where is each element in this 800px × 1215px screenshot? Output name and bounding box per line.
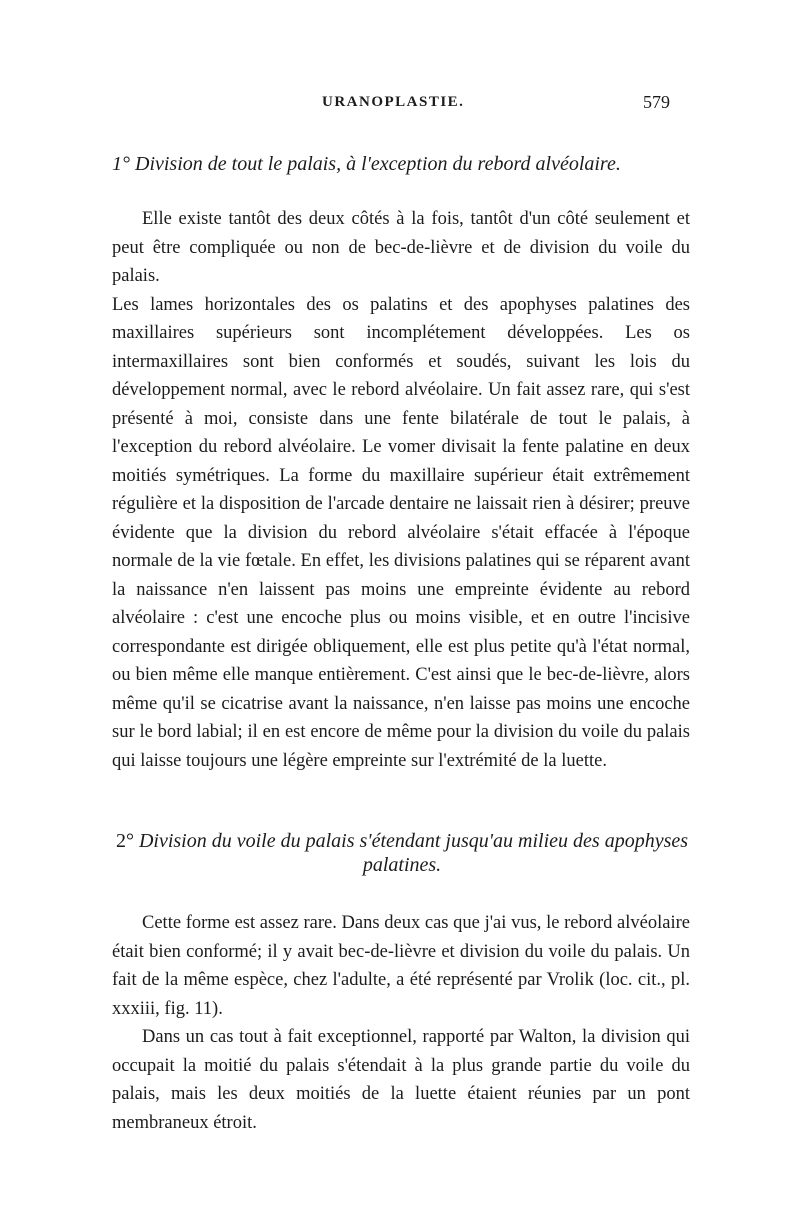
paragraph: Elle existe tantôt des deux côtés à la fois, tantôt d'un côté seulement et peut être compliquée ou non de bec-de-lièvre et de division du voile du palais. bbox=[112, 209, 690, 286]
section-2-title: Division du voile du palais s'étendant jusqu'au milieu des apophyses palatines. bbox=[138, 830, 689, 876]
section-2-number: 2° bbox=[115, 830, 134, 852]
section-2-body bbox=[112, 909, 690, 1137]
page-number: 579 bbox=[643, 92, 670, 112]
section-1-body bbox=[112, 205, 690, 775]
paragraph: Dans un cas tout à fait exceptionnel, rapporté par Walton, la division qui occupait la moitié du palais s'étendait à la plus grande partie du voile du palais, mais les deux moitiés de la luette étaient réunies par un pont membraneux étroit. bbox=[112, 1027, 690, 1133]
running-head bbox=[0, 90, 800, 120]
section-1-heading: 1° Division de tout le palais, à l'exception du rebord alvéolaire. bbox=[112, 153, 621, 175]
paragraph: Les lames horizontales des os palatins et des apophyses palatines des maxillaires supérieurs sont incomplétement développées. Les os intermaxillaires sont bien conformés et soudés, suivant les lois du développement normal, avec le rebord alvéolaire. Un fait assez rare, qui s'est présenté à moi, consiste dans une fente bilatérale de tout le palais, à l'exception du rebord alvéolaire. Le vomer divisait la fente palatine en deux moitiés symétriques. La forme du maxillaire supérieur était extrêmement régulière et la disposition de l'arcade dentaire ne laissait rien à désirer; preuve évidente que la division du rebord alvéolaire s'était effacée à l'époque normale de la vie fœtale. En effet, les divisions palatines qui se réparent avant la naissance n'en laissent pas moins une empreinte évidente au rebord alvéolaire : c'est une encoche plus ou moins visible, et en outre l'incisive correspondante est dirigée obliquement, elle est plus petite qu'à l'état normal, ou bien même elle manque entièrement. C'est ainsi que le bec-de-lièvre, alors même qu'il se cicatrise avant la naissance, n'en laisse pas moins une encoche sur le bord labial; il en est encore de même pour la division du voile du palais qui laisse toujours une légère empreinte sur l'extrémité de la luette. bbox=[112, 294, 690, 771]
paragraph: Cette forme est assez rare. Dans deux cas que j'ai vus, le rebord alvéolaire était bien conformé; il y avait bec-de-lièvre et division du voile du palais. Un fait de la même espèce, chez l'adulte, a été représenté par Vrolik (loc. cit., pl. xxxiii, fig. 11). bbox=[112, 913, 690, 1019]
section-2-heading bbox=[112, 829, 692, 877]
running-title: URANOPLASTIE. bbox=[322, 94, 465, 110]
